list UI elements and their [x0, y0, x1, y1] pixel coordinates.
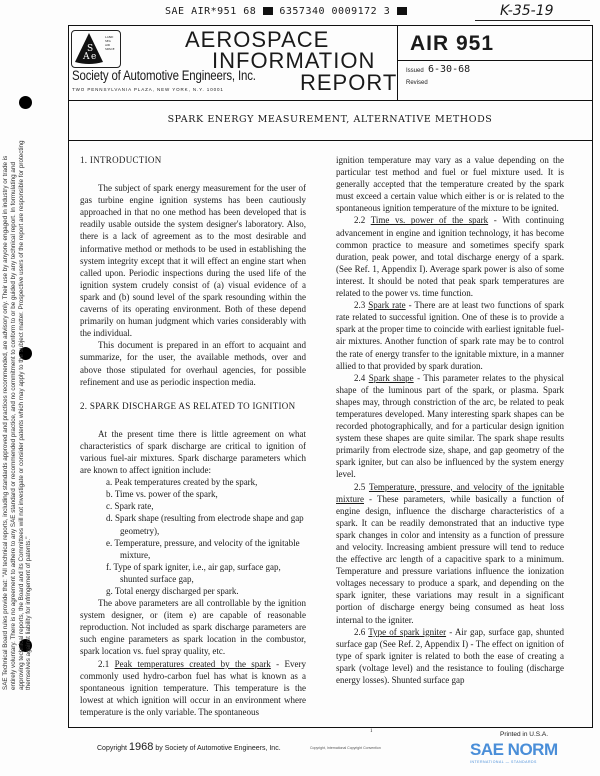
- handwritten-note: K-35-19: [500, 3, 554, 19]
- paragraph: This document is prepared in an effort to acquaint and summarize, for the user, the available methods, over and above those stipulated for overhaul agencies, for possible refinement and use as periodic inspection media.: [80, 340, 306, 387]
- legal-notice: SAE Technical Board rules provide that: "All technical reports, including standards approved and practices recommended, are advisory only. Their use by anyone engaged in industry or trade is entirely voluntary. There is no agreement to adhere to any SAE standard or recommended practice, and no commitment to conform to or be guided by any technical report. In formulating and approving technical reports, the Board and its Committees will not investigate or consider patents which may apply to the subject matter. Prospective users of the report are responsible for protecting themselves against liability for infringement of patents.": [2, 140, 33, 690]
- subsection-2-1: 2.1 Peak temperatures created by the spark - Every commonly used hydro-carbon fuel has what is known as a spontaneous ignition temperature. This temperature is the lowest at which ignition will occur in an environment where temperature is the only variable. The spontaneous: [80, 658, 307, 717]
- list-item: e. Temperature, pressure, and velocity of the ignitable mixture,: [106, 537, 300, 560]
- sae-logo-triangle-icon: [74, 32, 104, 65]
- scan-code-left: SAE AIR*951 68: [165, 6, 257, 17]
- divider: [397, 60, 592, 61]
- punch-hole: [19, 96, 32, 109]
- svg-text:S: S: [87, 44, 94, 54]
- copyright-note: Copyright, International Copyright Convention: [310, 746, 381, 750]
- paragraph: The above parameters are all controllable by the ignition system designer, or (item e) are capable of reasonable reproduction. Not included as spark discharge parameters are such engine parameters as spark location in the combustor, spark location vs. fuel spray quality, etc.: [80, 598, 306, 657]
- paragraph: The subject of spark energy measurement for the user of gas turbine engine ignition systems has been cautiously approached in that no one method has been developed that is readily usable outside the system designer's laboratory. Also, there is a lack of agreement as to the most desirable and informative method or methods to be used in establishing the system integrity except that it will effect an engine start when called upon. Periodic inspections during the used life of the ignition system crudely consist of (a) visual evidence of a spark and (b) sound level of the spark resounding within the caverns of its operating environment. Both of these depend primarily on human judgment which varies considerably with the individual.: [80, 183, 306, 339]
- org-address: TWO PENNSYLVANIA PLAZA, NEW YORK, N.Y. 10001: [72, 87, 224, 92]
- divider: [68, 100, 592, 101]
- watermark-subtext: INTERNATIONAL — STANDARDS: [470, 760, 537, 764]
- report-type-line3: REPORT: [300, 70, 398, 95]
- paragraph: At the present time there is little agreement on what characteristics of spark discharge are critical to ignition of various fuel-air mixtures. Spark discharge parameters which are known to affect ignition include:: [80, 428, 306, 476]
- left-column: [80, 154, 306, 718]
- document-title: SPARK ENERGY MEASUREMENT, ALTERNATIVE METHODS: [167, 114, 493, 125]
- report-type-line2: INFORMATION: [212, 48, 376, 73]
- revised-label: Revised: [406, 80, 428, 86]
- subsection-2-2: 2.2 Time vs. power of the spark - With continuing advancement in engine and ignition technology, it has become common practice to measure and sometimes specify spark duration, peak power, and total discharge energy of a spark. (See Ref. 1, Appendix I). Average spark power is also of some interest. It should be noted that peak spark temperatures are related to the power vs. time function.: [336, 215, 564, 299]
- report-type-line1: AEROSPACE: [185, 27, 330, 52]
- org-name: Society of Automotive Engineers, Inc.: [72, 68, 256, 83]
- subsection-2-6: 2.6 Type of spark igniter - Air gap, surface gap, shunted surface gap (See Ref. 2, Appendix I) - The effect on ignition of type of spark igniter is related to both the ease of creating a spark (voltage level) and the resistance to fouling (discharge energy losses). Shunted surface gap: [336, 626, 564, 686]
- list-item: a. Peak temperatures created by the spark,: [106, 477, 258, 488]
- logo-side-text: LAND SEA AIR SPACE: [105, 35, 115, 51]
- divider: [68, 140, 592, 141]
- list-item: f. Type of spark igniter, i.e., air gap, surface gap, shunted surface gap,: [106, 561, 281, 584]
- sae-logo: [71, 30, 121, 68]
- section-heading: 2. SPARK DISCHARGE AS RELATED TO IGNITION: [80, 400, 296, 411]
- paragraph: ignition temperature may vary as a value depending on the particular test method and fuel or fuel mixture used. It is generally accepted that the temperature created by the spark must exceed a certain value which either is or is related to the spontaneous ignition temperature of the mixture to be ignited.: [336, 155, 564, 214]
- issued-label: Issued: [406, 68, 424, 74]
- watermark-logo: SAE NORM: [470, 740, 558, 759]
- svg-text:A: A: [83, 52, 90, 62]
- list-item: c. Spark rate,: [106, 501, 154, 512]
- subsection-2-3: 2.3 Spark rate - There are at least two functions of spark rate related to successful ignition. One of these is to provide a spark at the proper time to coincide with earliest ignitable fuel-air mixtures. Another function of spark rate may be to control the rate of energy transfer to the ignitable mixture, in a manner allied to that provided by spark duration.: [336, 300, 564, 371]
- list-item: g. Total energy discharged per spark.: [106, 586, 239, 596]
- doc-number: AIR 951: [410, 32, 495, 55]
- svg-text:e: e: [91, 52, 97, 62]
- subsection-2-5: 2.5 Temperature, pressure, and velocity of the ignitable mixture - These parameters, while basically a function of engine design, influence the discharge characteristics of a spark. It can be readily demonstrated that an inductive type spark changes in color and intensity as a function of pressure and velocity. Increasing ambient pressure will tend to reduce the effective arc length of a capacitive spark to a minimum. Temperature and pressure variations influence the ionization voltages necessary to produce a spark, and depending on the spark igniter, these variations may result in a significant portion of discharge energy being consumed as heat loss internal to the igniter.: [336, 481, 564, 625]
- scan-code-mid: 6357340 0009172 3: [279, 6, 391, 17]
- scan-code: [165, 6, 407, 18]
- divider: [475, 20, 590, 21]
- subsection-2-4: 2.4 Spark shape - This parameter relates to the physical shape of the luminous part of the spark, or plasma. Spark shapes may, through constriction of the arc, be related to peak temperatures developed. Many interesting spark shapes can be recorded photographically, and for a particular design ignition system these shapes are quite similar. The spark shape results primarily from electrode size, shape, and gap geometry of the spark igniter, but can also be influenced by the system energy level.: [336, 372, 565, 480]
- printed-in: Printed in U.S.A.: [500, 731, 549, 738]
- right-column: [336, 154, 564, 686]
- page-number: 1: [370, 729, 373, 734]
- list-item: d. Spark shape (resulting from electrode shape and gap geometry),: [106, 513, 304, 536]
- issued-date: 6-30-68: [428, 64, 471, 75]
- section-heading: 1. INTRODUCTION: [80, 155, 162, 165]
- copyright: Copyright 1968 by Society of Automotive Engineers, Inc.: [97, 741, 281, 753]
- list-item: b. Time vs. power of the spark,: [106, 489, 218, 500]
